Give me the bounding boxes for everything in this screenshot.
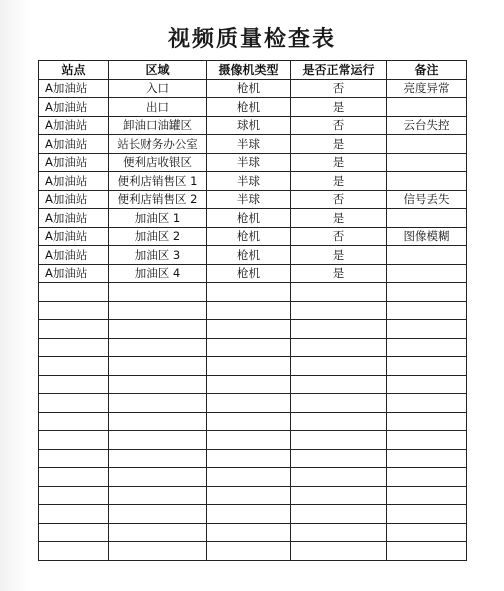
empty-cell [109, 542, 207, 561]
empty-cell [109, 486, 207, 505]
empty-table-row [39, 301, 467, 320]
header-row [39, 61, 467, 80]
camera-type-cell: 半球 [207, 135, 291, 154]
empty-cell [39, 523, 109, 542]
empty-cell [291, 394, 387, 413]
station-cell: A加油站 [39, 172, 109, 191]
empty-cell [39, 357, 109, 376]
empty-cell [291, 431, 387, 450]
empty-cell [387, 412, 467, 431]
empty-cell [207, 283, 291, 302]
empty-cell [109, 357, 207, 376]
empty-cell [39, 486, 109, 505]
camera-type-cell: 球机 [207, 116, 291, 135]
remarks-cell [387, 246, 467, 265]
empty-cell [387, 505, 467, 524]
document-title: 视频质量检查表 [167, 26, 336, 52]
empty-cell [387, 542, 467, 561]
empty-cell [39, 283, 109, 302]
remarks-cell [387, 172, 467, 191]
empty-table-row [39, 412, 467, 431]
empty-cell [39, 542, 109, 561]
empty-cell [387, 486, 467, 505]
empty-cell [207, 431, 291, 450]
camera-type-cell: 半球 [207, 153, 291, 172]
table-row [39, 172, 467, 191]
remarks-cell [387, 135, 467, 154]
empty-cell [39, 301, 109, 320]
running-status-cell: 是 [291, 153, 387, 172]
remarks-cell: 亮度异常 [387, 79, 467, 98]
camera-type-cell: 枪机 [207, 209, 291, 228]
station-cell: A加油站 [39, 264, 109, 283]
empty-cell [207, 468, 291, 487]
table-row [39, 116, 467, 135]
empty-cell [291, 357, 387, 376]
empty-table-row [39, 542, 467, 561]
empty-cell [207, 449, 291, 468]
empty-cell [291, 505, 387, 524]
header-station: 站点 [39, 61, 109, 80]
empty-table-row [39, 449, 467, 468]
empty-cell [109, 431, 207, 450]
table-row [39, 246, 467, 265]
empty-cell [207, 338, 291, 357]
camera-type-cell: 枪机 [207, 264, 291, 283]
empty-cell [291, 486, 387, 505]
empty-cell [387, 375, 467, 394]
running-status-cell: 否 [291, 227, 387, 246]
header-area: 区域 [109, 61, 207, 80]
station-cell: A加油站 [39, 116, 109, 135]
empty-cell [387, 523, 467, 542]
header-camera-type: 摄像机类型 [207, 61, 291, 80]
empty-table-row [39, 357, 467, 376]
table-row [39, 227, 467, 246]
empty-cell [207, 375, 291, 394]
empty-cell [387, 449, 467, 468]
station-cell: A加油站 [39, 79, 109, 98]
camera-type-cell: 枪机 [207, 246, 291, 265]
remarks-cell: 信号丢失 [387, 190, 467, 209]
empty-cell [291, 338, 387, 357]
empty-cell [39, 375, 109, 394]
empty-table-row [39, 486, 467, 505]
empty-cell [39, 412, 109, 431]
area-cell: 加油区 1 [109, 209, 207, 228]
empty-cell [291, 301, 387, 320]
empty-table-row [39, 505, 467, 524]
camera-type-cell: 半球 [207, 190, 291, 209]
empty-cell [387, 283, 467, 302]
remarks-cell [387, 209, 467, 228]
station-cell: A加油站 [39, 246, 109, 265]
running-status-cell: 否 [291, 79, 387, 98]
empty-cell [109, 301, 207, 320]
empty-cell [109, 523, 207, 542]
empty-cell [109, 338, 207, 357]
empty-cell [207, 523, 291, 542]
empty-cell [291, 283, 387, 302]
area-cell: 加油区 2 [109, 227, 207, 246]
remarks-cell [387, 264, 467, 283]
area-cell: 便利店销售区 2 [109, 190, 207, 209]
remarks-cell [387, 98, 467, 117]
empty-table-row [39, 320, 467, 339]
table-row [39, 79, 467, 98]
empty-cell [109, 375, 207, 394]
empty-cell [109, 283, 207, 302]
empty-cell [109, 505, 207, 524]
empty-cell [39, 468, 109, 487]
empty-table-row [39, 523, 467, 542]
empty-cell [207, 301, 291, 320]
table-row [39, 135, 467, 154]
empty-cell [291, 542, 387, 561]
empty-cell [291, 375, 387, 394]
table-body [39, 79, 467, 560]
empty-cell [387, 357, 467, 376]
empty-cell [387, 394, 467, 413]
area-cell: 加油区 4 [109, 264, 207, 283]
empty-table-row [39, 394, 467, 413]
empty-cell [109, 468, 207, 487]
area-cell: 出口 [109, 98, 207, 117]
remarks-cell [387, 153, 467, 172]
empty-cell [39, 394, 109, 413]
empty-cell [109, 449, 207, 468]
station-cell: A加油站 [39, 209, 109, 228]
area-cell: 站长财务办公室 [109, 135, 207, 154]
empty-cell [109, 412, 207, 431]
empty-cell [109, 394, 207, 413]
header-running-status: 是否正常运行 [291, 61, 387, 80]
empty-cell [207, 394, 291, 413]
area-cell: 便利店销售区 1 [109, 172, 207, 191]
area-cell: 入口 [109, 79, 207, 98]
empty-cell [207, 412, 291, 431]
running-status-cell: 是 [291, 246, 387, 265]
empty-cell [39, 505, 109, 524]
remarks-cell: 图像模糊 [387, 227, 467, 246]
running-status-cell: 否 [291, 190, 387, 209]
station-cell: A加油站 [39, 153, 109, 172]
table-row [39, 190, 467, 209]
station-cell: A加油站 [39, 190, 109, 209]
table-row [39, 98, 467, 117]
empty-table-row [39, 338, 467, 357]
empty-cell [39, 320, 109, 339]
station-cell: A加油站 [39, 98, 109, 117]
empty-table-row [39, 431, 467, 450]
table-row [39, 153, 467, 172]
running-status-cell: 是 [291, 135, 387, 154]
empty-cell [387, 431, 467, 450]
empty-cell [387, 320, 467, 339]
table-row [39, 209, 467, 228]
empty-cell [291, 320, 387, 339]
area-cell: 便利店收银区 [109, 153, 207, 172]
station-cell: A加油站 [39, 135, 109, 154]
running-status-cell: 是 [291, 264, 387, 283]
empty-cell [207, 505, 291, 524]
area-cell: 加油区 3 [109, 246, 207, 265]
empty-cell [109, 320, 207, 339]
empty-cell [291, 449, 387, 468]
camera-type-cell: 半球 [207, 172, 291, 191]
running-status-cell: 否 [291, 116, 387, 135]
empty-table-row [39, 468, 467, 487]
empty-cell [291, 468, 387, 487]
inspection-table [38, 60, 467, 561]
empty-cell [207, 542, 291, 561]
empty-cell [39, 449, 109, 468]
empty-cell [207, 357, 291, 376]
empty-cell [387, 301, 467, 320]
camera-type-cell: 枪机 [207, 98, 291, 117]
remarks-cell: 云台失控 [387, 116, 467, 135]
running-status-cell: 是 [291, 98, 387, 117]
table-row [39, 264, 467, 283]
station-cell: A加油站 [39, 227, 109, 246]
running-status-cell: 是 [291, 172, 387, 191]
empty-cell [39, 431, 109, 450]
running-status-cell: 是 [291, 209, 387, 228]
empty-cell [207, 486, 291, 505]
empty-cell [291, 412, 387, 431]
empty-table-row [39, 283, 467, 302]
empty-cell [39, 338, 109, 357]
camera-type-cell: 枪机 [207, 227, 291, 246]
empty-table-row [39, 375, 467, 394]
area-cell: 卸油口油罐区 [109, 116, 207, 135]
empty-cell [387, 338, 467, 357]
empty-cell [291, 523, 387, 542]
empty-cell [207, 320, 291, 339]
header-remarks: 备注 [387, 61, 467, 80]
empty-cell [387, 468, 467, 487]
camera-type-cell: 枪机 [207, 79, 291, 98]
